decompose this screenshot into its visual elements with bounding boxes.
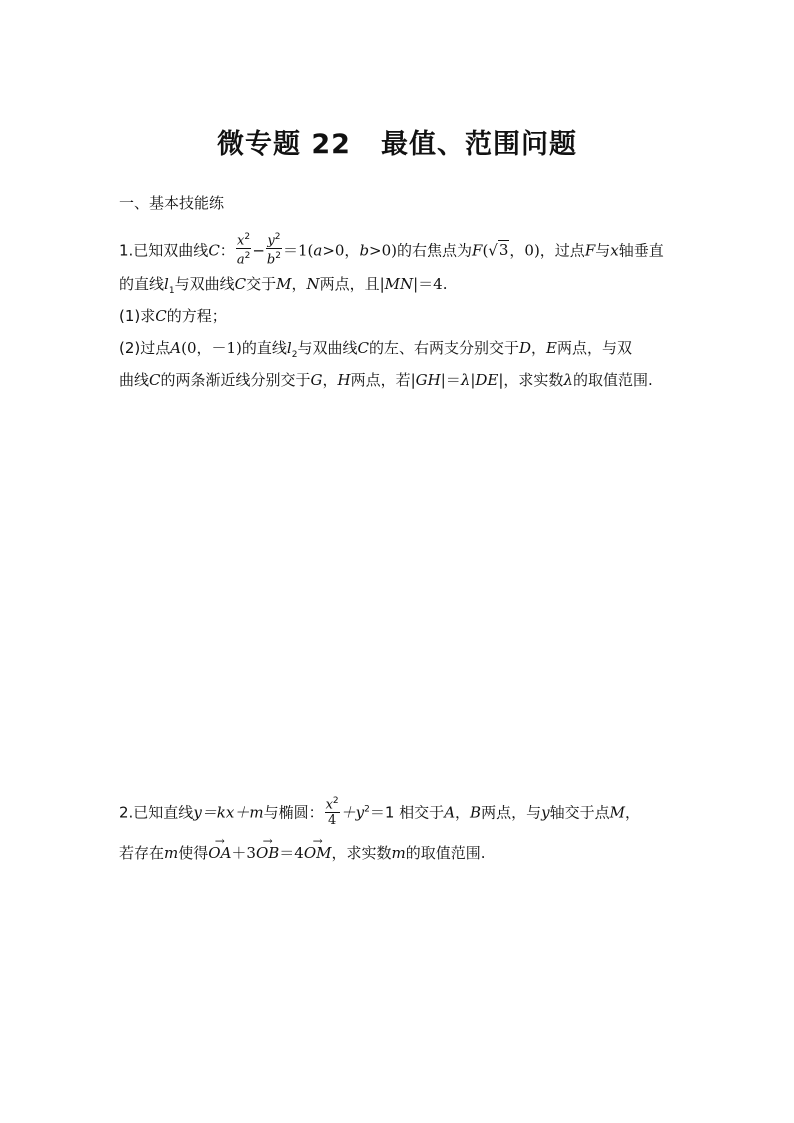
title-sub: 最值、范围问题 xyxy=(380,129,577,160)
problem-2-line-1: 2.已知直线y＝kx＋m与椭圆： $\frac{x^2}{4}$ $+y^2=1$ 相交于A，B两点，与y轴交于点M， xyxy=(119,796,640,829)
section-heading: 一、基本技能练 xyxy=(119,194,225,212)
problem-1-line-1: 1.已知双曲线C： $\frac{x^2}{a^2}$ − $\frac{y^2}{b^2}$ ＝1(a>0，b>0)的右焦点为F(√3，0)，过点F与x轴垂直 xyxy=(119,232,664,268)
fraction-y2-b2: $\frac{y^2}{b^2}$ xyxy=(266,232,281,268)
vector-OA: → OA xyxy=(208,843,231,863)
problem-1-question-2-line-1: (2)过点A(0，－1)的直线$l_2$与双曲线C的左、右两支分别交于D，E两点，与双 xyxy=(119,339,632,360)
fraction-x2-a2: $\frac{x^2}{a^2}$ xyxy=(236,232,251,268)
problem-1-question-1: (1)求C的方程； xyxy=(119,307,227,325)
problem-2-line-2: 若存在m使得→ OA＋3→ OB＝4→ OM，求实数m的取值范围. xyxy=(119,843,486,863)
page-title xyxy=(0,122,794,161)
vector-OB: → OB xyxy=(256,843,279,863)
problem-1-line-2: 的直线$l_1$与双曲线C交于M，N两点，且|MN|＝4. xyxy=(119,275,448,296)
title-main: 微专题 22 xyxy=(217,129,351,160)
vector-OM: → OM xyxy=(304,843,332,863)
sqrt-3: √3 xyxy=(488,241,509,260)
fraction-x2-4: $\frac{x^2}{4}$ xyxy=(325,796,339,829)
problem-1-question-2-line-2: 曲线C的两条渐近线分别交于G，H两点，若|GH|＝λ|DE|，求实数λ的取值范围. xyxy=(119,371,653,389)
